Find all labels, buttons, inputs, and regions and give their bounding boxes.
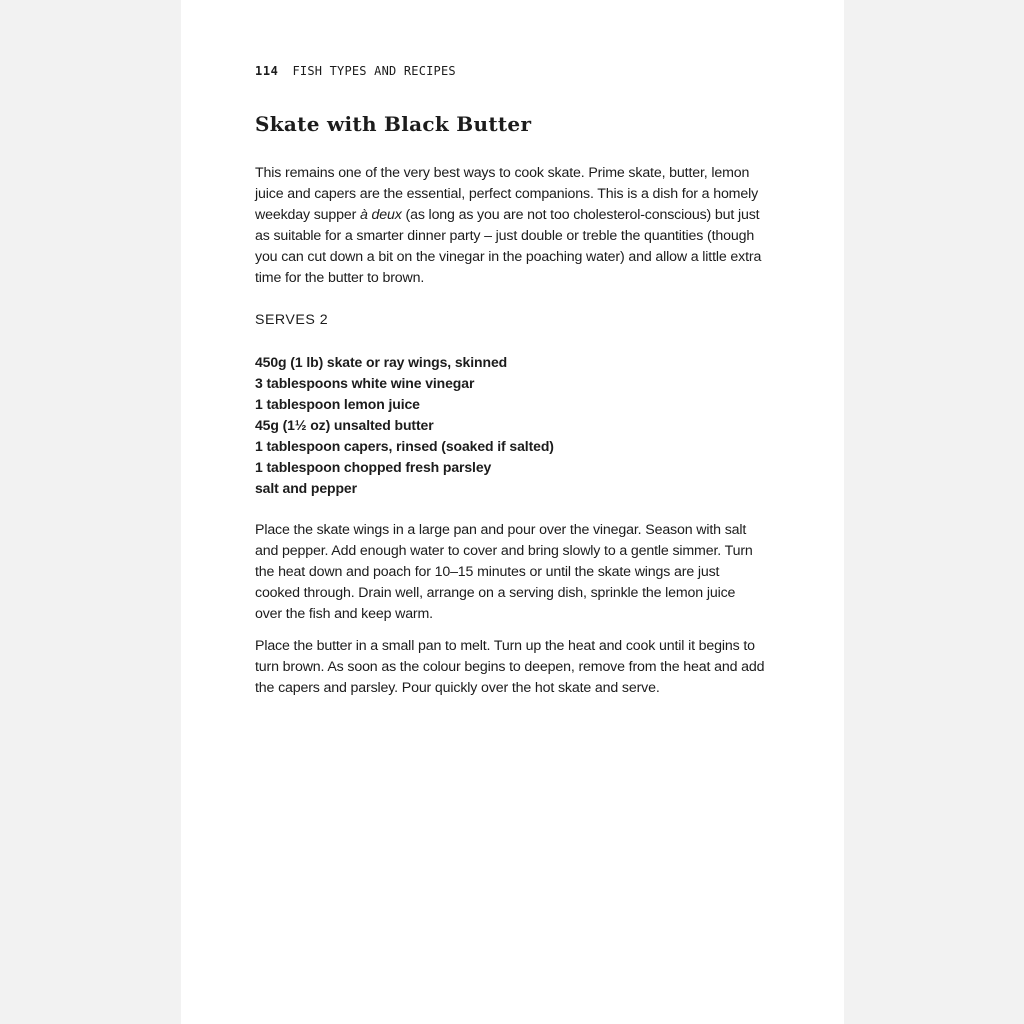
- ingredient-item: 3 tablespoons white wine vinegar: [255, 375, 475, 391]
- method-paragraph-2: Place the butter in a small pan to melt. Turn up the heat and cook until it begins to turn brown. As soon as the colour begins to deepen, remove from the heat and add the capers and parsley. Pour quickly over the hot skate and serve.: [255, 638, 765, 696]
- page-content: [255, 61, 765, 699]
- intro-italic-phrase: à deux: [360, 207, 402, 223]
- ingredient-item: 1 tablespoon lemon juice: [255, 396, 420, 412]
- ingredient-item: 45g (1½ oz) unsalted butter: [255, 417, 434, 433]
- intro-text-start: This remains one of the very best ways to cook skate. Prime skate, butter, lemon juice and capers are the essential, perfect companions. This is a dish for a homely weekday supper: [255, 165, 759, 223]
- section-title: FISH TYPES AND RECIPES: [292, 64, 456, 78]
- ingredient-item: 1 tablespoon capers, rinsed (soaked if salted): [255, 438, 554, 454]
- recipe-title: Skate with Black Butter: [255, 112, 532, 136]
- ingredient-item: 1 tablespoon chopped fresh parsley: [255, 459, 492, 475]
- intro-text-end: (as long as you are not too cholesterol-conscious) but just as suitable for a smarter dinner party – just double or treble the quantities (though you can cut down a bit on the vinegar in the poaching water) and allow a little extra time for the butter to brown.: [255, 207, 762, 286]
- running-head: [255, 61, 765, 81]
- ingredient-list: [255, 352, 765, 499]
- recipe-intro: [255, 163, 765, 289]
- method-paragraph-1: Place the skate wings in a large pan and pour over the vinegar. Season with salt and pepper. Add enough water to cover and bring slowly to a gentle simmer. Turn the heat down and poach for 10–15 minutes or until the skate wings are just cooked through. Drain well, arrange on a serving dish, sprinkle the lemon juice over the fish and keep warm.: [255, 522, 753, 622]
- serves-label: SERVES 2: [255, 312, 329, 328]
- book-page: [181, 0, 844, 1024]
- ingredient-item: 450g (1 lb) skate or ray wings, skinned: [255, 354, 508, 370]
- ingredient-item: salt and pepper: [255, 480, 357, 496]
- page-number: 114: [255, 64, 279, 78]
